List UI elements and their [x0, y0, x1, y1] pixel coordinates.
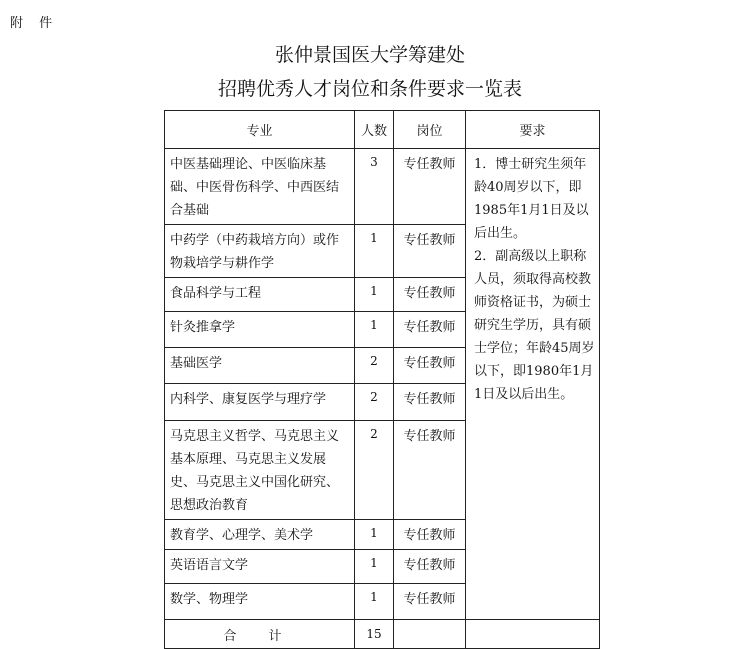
requirement-item: 2．副高级以上职称人员，须取得高校教师资格证书，为硕士研究生学历，具有硕士学位；年龄45周岁以下，即1980年1月1日及以后出生。: [474, 249, 595, 402]
requirements-cell: [466, 149, 600, 620]
attachment-label: 附 件: [10, 16, 59, 31]
count-cell: 2: [355, 421, 394, 520]
major-cell: 马克思主义哲学、马克思主义基本原理、马克思主义发展史、马克思主义中国化研究、思想政治教育: [165, 421, 355, 520]
column-header-position: 岗位: [394, 111, 466, 149]
position-cell: 专任教师: [394, 520, 466, 550]
count-cell: 3: [355, 149, 394, 225]
major-cell: 内科学、康复医学与理疗学: [165, 384, 355, 421]
count-cell: 2: [355, 384, 394, 421]
count-cell: 1: [355, 550, 394, 584]
empty-cell: [394, 620, 466, 649]
major-cell: 数学、物理学: [165, 584, 355, 620]
column-header-requirements: 要求: [466, 111, 600, 149]
major-cell: 针灸推拿学: [165, 312, 355, 348]
major-cell: 英语语言文学: [165, 550, 355, 584]
major-cell: 中药学（中药栽培方向）或作物栽培学与耕作学: [165, 225, 355, 278]
position-cell: 专任教师: [394, 149, 466, 225]
position-cell: 专任教师: [394, 348, 466, 384]
position-cell: 专任教师: [394, 312, 466, 348]
count-cell: 1: [355, 584, 394, 620]
total-label: 合 计: [165, 620, 355, 649]
major-cell: 食品科学与工程: [165, 278, 355, 312]
document-title: 张仲景国医大学筹建处: [274, 44, 465, 66]
total-row: [165, 620, 600, 649]
count-cell: 1: [355, 278, 394, 312]
major-cell: 教育学、心理学、美术学: [165, 520, 355, 550]
document-subtitle: 招聘优秀人才岗位和条件要求一览表: [217, 78, 522, 100]
count-cell: 2: [355, 348, 394, 384]
empty-cell: [466, 620, 600, 649]
count-cell: 1: [355, 312, 394, 348]
major-cell: 基础医学: [165, 348, 355, 384]
column-header-major: 专业: [165, 111, 355, 149]
recruitment-table: [164, 110, 600, 649]
position-cell: 专任教师: [394, 421, 466, 520]
table-row: [165, 149, 600, 225]
position-cell: 专任教师: [394, 384, 466, 421]
requirement-item: 1．博士研究生须年龄40周岁以下，即1985年1月1日及以后出生。: [474, 157, 589, 241]
count-cell: 1: [355, 520, 394, 550]
count-cell: 1: [355, 225, 394, 278]
position-cell: 专任教师: [394, 225, 466, 278]
table-header-row: [165, 111, 600, 149]
position-cell: 专任教师: [394, 278, 466, 312]
position-cell: 专任教师: [394, 550, 466, 584]
position-cell: 专任教师: [394, 584, 466, 620]
column-header-count: 人数: [355, 111, 394, 149]
total-count: 15: [355, 620, 394, 649]
major-cell: 中医基础理论、中医临床基础、中医骨伤科学、中西医结合基础: [165, 149, 355, 225]
